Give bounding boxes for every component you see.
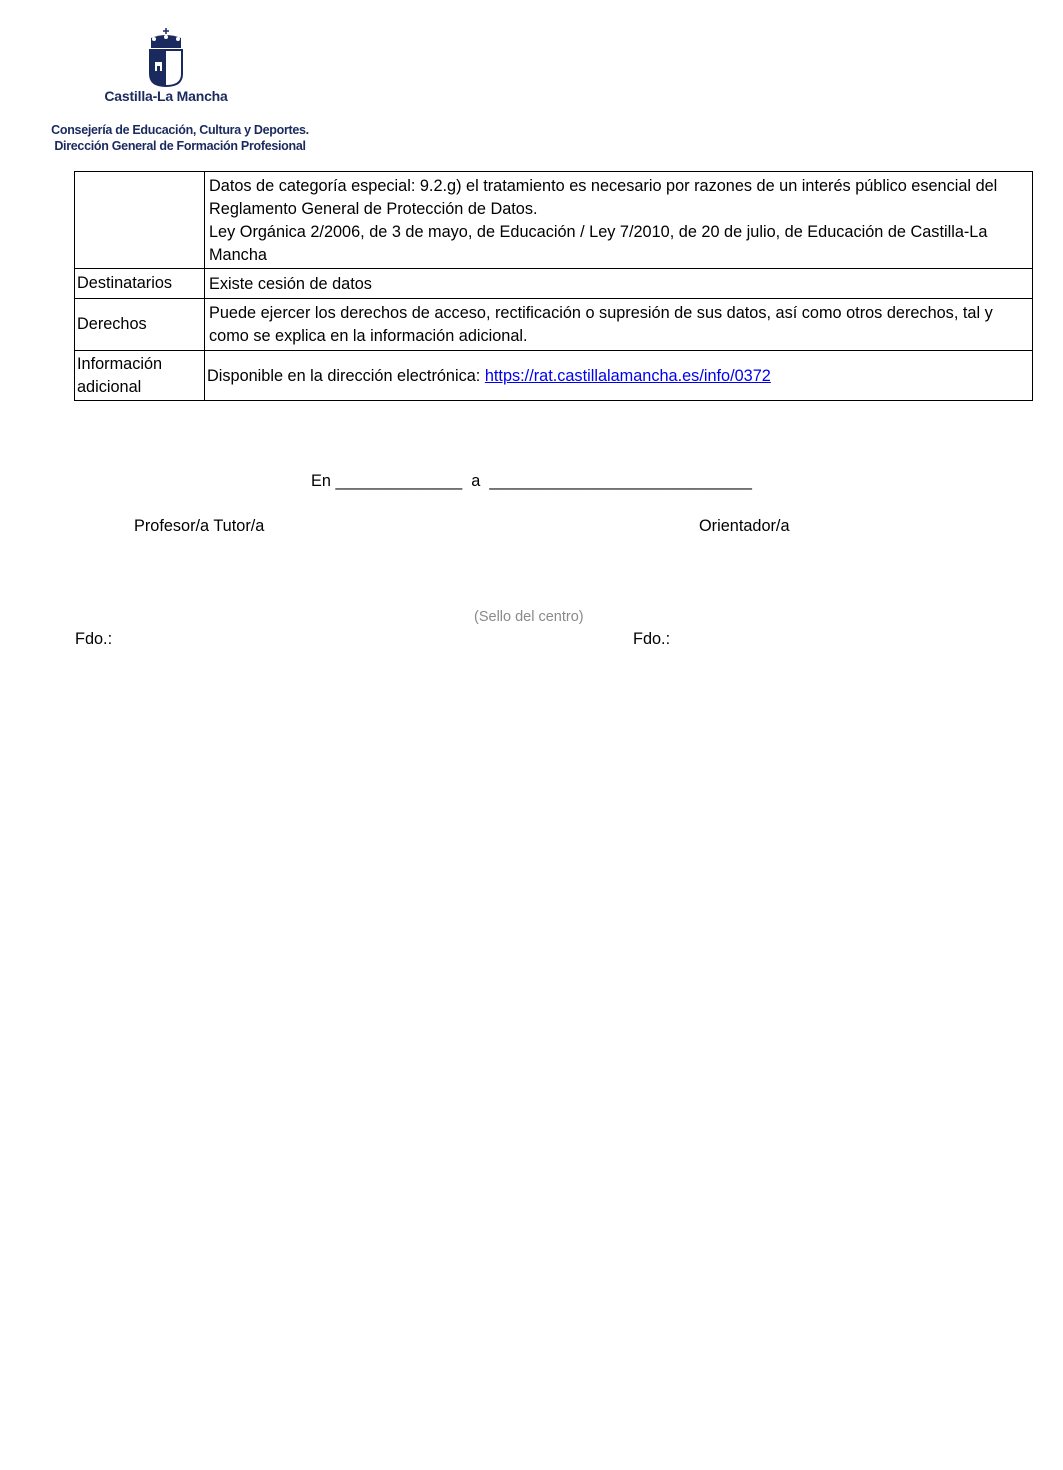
table-row (75, 269, 1033, 299)
fdo-left: Fdo.: (75, 630, 113, 648)
consejeria-header (30, 122, 330, 154)
consejeria-name: Consejería de Educación, Cultura y Deportes. (51, 123, 309, 137)
legal-basis-law-text: Ley Orgánica 2/2006, de 3 de mayo, de Educación / Ley 7/2010, de 20 de julio, de Educación de Castilla-La Mancha (209, 222, 988, 264)
data-protection-table (74, 171, 1033, 401)
table-row (75, 172, 1033, 269)
table-row (75, 299, 1033, 351)
row-value: Existe cesión de datos (205, 269, 1033, 299)
info-link[interactable]: https://rat.castillalamancha.es/info/0372 (484, 366, 771, 385)
row-value (205, 351, 1033, 401)
stamp-label: (Sello del centro) (474, 609, 584, 625)
row-label (75, 172, 205, 269)
castilla-la-mancha-logo-icon (140, 28, 192, 90)
fdo-right: Fdo.: (633, 630, 671, 648)
row-label: Destinatarios (75, 269, 205, 299)
row-label: Derechos (75, 299, 205, 351)
info-prefix-text: Disponible en la dirección electrónica: (207, 366, 485, 385)
legal-basis-text: Datos de categoría especial: 9.2.g) el tratamiento es necesario por razones de un interés público esencial del Reglamento General de Protección de Datos. (209, 176, 998, 218)
place-date-line: En ______________ a _____________________________ (311, 472, 752, 490)
row-value (205, 172, 1033, 269)
direccion-general-name: Dirección General de Formación Profesional (54, 139, 306, 153)
row-value: Puede ejercer los derechos de acceso, rectificación o supresión de sus datos, así como otros derechos, tal y como se explica en la información adicional. (205, 299, 1033, 351)
row-label: Información adicional (75, 351, 205, 401)
orientador-label: Orientador/a (699, 517, 790, 535)
logo-text: Castilla-La Mancha (104, 88, 228, 104)
table-row (75, 351, 1033, 401)
tutor-label: Profesor/a Tutor/a (134, 517, 265, 535)
